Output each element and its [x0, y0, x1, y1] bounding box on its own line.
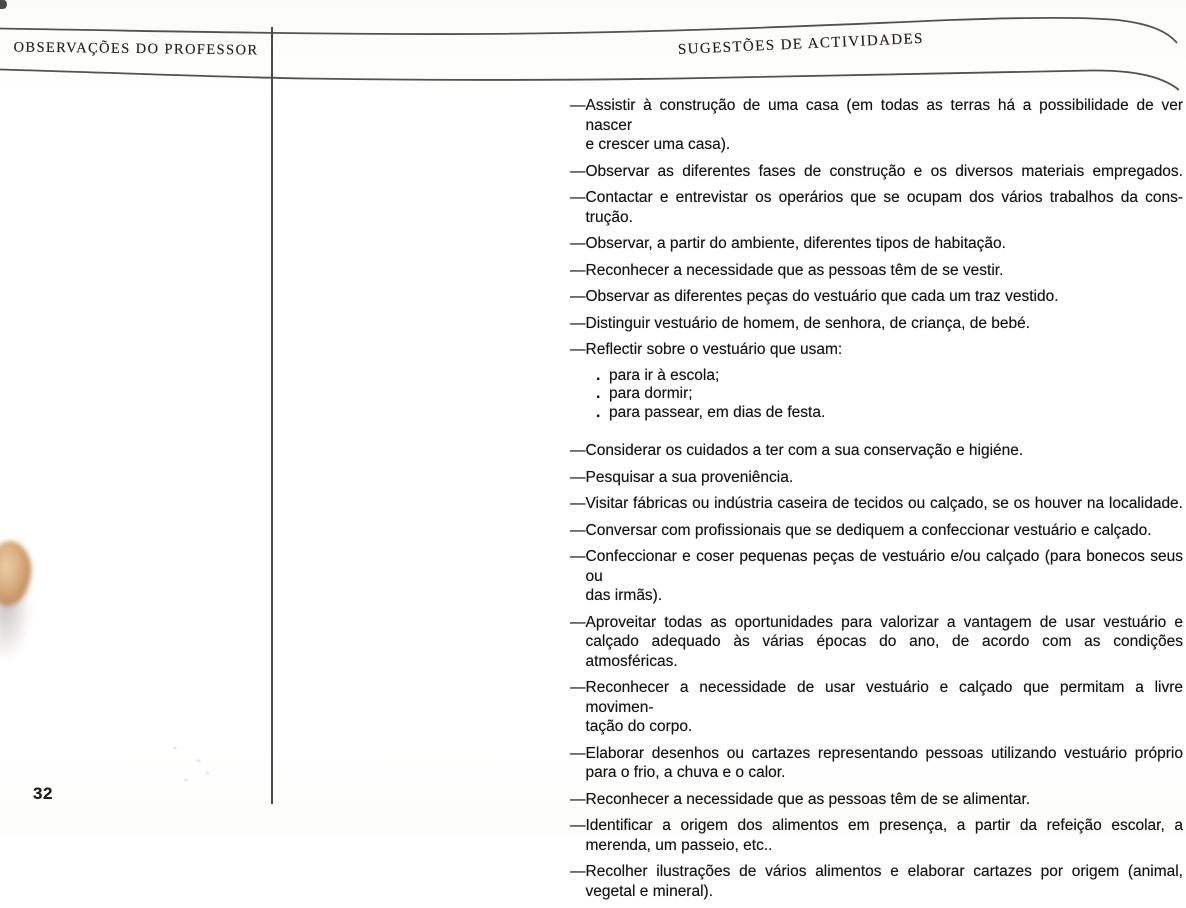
item-line: Pesquisar a sua proveniência. [585, 468, 794, 486]
list-item [570, 287, 1183, 307]
item-line: para passear, em dias de festa. [609, 403, 826, 421]
item-text [586, 494, 1184, 514]
list-item [570, 188, 1183, 227]
item-line: Observar, a partir do ambiente, diferentes tipos de habitação. [585, 235, 1006, 252]
item-line: Visitar fábricas ou indústria caseira de tecidos ou calçado, se os houver na localidade. [585, 495, 1183, 512]
item-text [586, 188, 1184, 227]
item-line: vegetal e mineral). [585, 882, 714, 900]
item-text [609, 404, 1183, 422]
list-item [570, 340, 1183, 360]
list-item [596, 385, 1183, 403]
item-bullet: — [570, 235, 586, 252]
item-text [586, 678, 1184, 737]
activities-list [570, 96, 1183, 908]
item-line: Aproveitar todas as oportunidades para valorizar a vantagem de usar vestuário e [585, 613, 1183, 631]
page-number: 32 [33, 784, 53, 803]
item-bullet: — [570, 548, 586, 565]
item-bullet: — [570, 468, 586, 486]
item-line: Observar as diferentes fases de construção e os diversos materiais empregados. [585, 162, 1183, 180]
item-line: Elaborar desenhos ou cartazes representando pessoas utilizando vestuário próprio [585, 744, 1183, 762]
pencil-smudge [173, 746, 177, 750]
item-line: Distinguir vestuário de homem, de senhora, de criança, de bebé. [585, 314, 1031, 332]
list-item [570, 521, 1183, 541]
item-line: e crescer uma casa). [585, 136, 731, 153]
item-bullet: — [570, 495, 586, 512]
item-line: merenda, um passeio, etc.. [585, 836, 773, 854]
item-line: Identificar a origem dos alimentos em presença, a partir da refeição escolar, a [585, 817, 1183, 834]
item-line: trução. [585, 208, 633, 226]
item-text [586, 287, 1184, 307]
item-bullet: — [570, 679, 586, 696]
item-text [586, 790, 1184, 810]
right-column-header: SUGESTÕES DE ACTIVIDADES [677, 30, 925, 58]
item-bullet: — [570, 744, 586, 762]
item-line: Conversar com profissionais que se dediquem a confeccionar vestuário e calçado. [585, 521, 1152, 539]
item-text [586, 547, 1184, 606]
item-bullet: — [570, 97, 586, 114]
list-item [570, 494, 1183, 514]
list-item [570, 790, 1183, 810]
pencil-smudge [206, 772, 209, 774]
list-item [570, 744, 1183, 783]
item-text [609, 385, 1183, 403]
item-line: Assistir à construção de uma casa (em todas as terras há a possibilidade de ver nascer [585, 97, 1183, 134]
item-bullet: — [570, 442, 586, 459]
item-line: tação do corpo. [585, 718, 693, 735]
list-item [570, 261, 1183, 281]
item-text [586, 613, 1184, 672]
item-bullet: — [570, 162, 586, 180]
item-bullet: — [570, 261, 586, 279]
item-text [586, 468, 1184, 488]
pencil-smudge [184, 779, 188, 782]
list-item [596, 367, 1183, 385]
item-bullet: . [596, 366, 601, 384]
item-bullet: — [570, 817, 586, 834]
item-bullet: — [570, 863, 586, 880]
item-bullet: — [570, 189, 586, 206]
item-bullet: — [570, 521, 586, 539]
item-text [586, 261, 1184, 281]
item-bullet: . [596, 403, 601, 421]
item-line: Reconhecer a necessidade que as pessoas têm de se alimentar. [585, 790, 1031, 808]
item-bullet: — [570, 341, 586, 358]
list-item [570, 678, 1183, 737]
item-text [586, 441, 1184, 461]
pencil-smudge [196, 759, 201, 763]
list-item [570, 96, 1183, 155]
list-item [570, 314, 1183, 334]
item-line: Reflectir sobre o vestuário que usam: [585, 341, 843, 358]
list-item [596, 404, 1183, 422]
item-line: Observar as diferentes peças do vestuário que cada um traz vestido. [585, 288, 1059, 305]
list-item [570, 441, 1183, 461]
list-item [570, 234, 1183, 254]
item-text [586, 234, 1184, 254]
item-text [586, 862, 1184, 901]
list-item [570, 468, 1183, 488]
item-text [609, 367, 1183, 385]
item-line: para ir à escola; [609, 366, 720, 384]
item-line: para dormir; [609, 385, 693, 402]
list-item [570, 613, 1183, 672]
item-text [586, 521, 1184, 541]
item-line: Recolher ilustrações de vários alimentos e elaborar cartazes por origem (animal, [585, 863, 1183, 880]
item-bullet: — [570, 790, 586, 808]
item-line: calçado adequado às várias épocas do ano, de acordo com as condições atmosféricas. [585, 633, 1183, 670]
list-item [570, 547, 1183, 606]
item-text [586, 314, 1184, 334]
item-line: das irmãs). [585, 587, 663, 604]
item-bullet: — [570, 288, 586, 305]
item-line: para o frio, a chuva e o calor. [585, 764, 786, 781]
column-divider-line [271, 27, 273, 804]
item-text [586, 162, 1184, 182]
left-column-header: OBSERVAÇÕES DO PROFESSOR [13, 39, 259, 59]
item-bullet: . [596, 385, 601, 402]
item-line: Reconhecer a necessidade de usar vestuário e calçado que permitam a livre movimen- [585, 679, 1183, 716]
list-item [570, 862, 1183, 901]
item-line: Considerar os cuidados a ter com a sua conservação e higiéne. [585, 442, 1024, 459]
item-text [586, 96, 1184, 155]
item-bullet: — [570, 613, 586, 631]
list-item [570, 162, 1183, 182]
item-bullet: — [570, 314, 586, 332]
item-text [586, 744, 1184, 783]
item-line: Contactar e entrevistar os operários que se ocupam dos vários trabalhos da cons- [585, 189, 1183, 206]
item-text [586, 340, 1184, 360]
item-line: Reconhecer a necessidade que as pessoas têm de se vestir. [585, 261, 1004, 279]
item-line: Confeccionar e coser pequenas peças de vestuário e/ou calçado (para bonecos seus ou [585, 548, 1183, 585]
